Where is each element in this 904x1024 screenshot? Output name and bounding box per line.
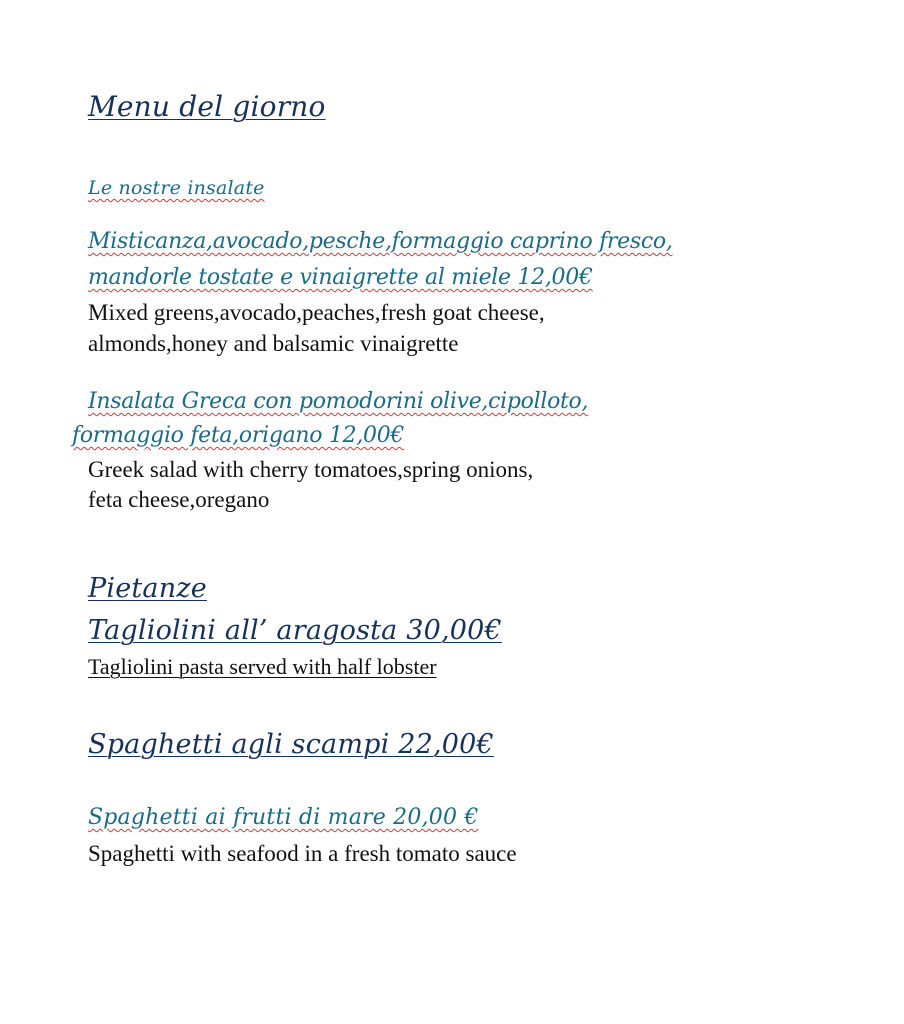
salad-2-italian-line1: Insalata Greca con pomodorini olive,cipolloto, [88, 389, 589, 414]
salad-1-italian-line2: mandorle tostate e vinaigrette al miele 12,00€ [88, 265, 593, 290]
main-1-english: Tagliolini pasta served with half lobster [88, 654, 437, 679]
salad-2-english-line2: feta cheese,oregano [88, 487, 270, 512]
salad-1-english-line1: Mixed greens,avocado,peaches,fresh goat cheese, [88, 300, 545, 325]
main-3-italian: Spaghetti ai frutti di mare 20,00 € [88, 805, 479, 830]
salad-2-english-line1: Greek salad with cherry tomatoes,spring onions, [88, 457, 534, 482]
main-3-english: Spaghetti with seafood in a fresh tomato sauce [88, 841, 517, 866]
salads-heading: Le nostre insalate [88, 177, 265, 199]
salad-2-italian-line2: formaggio feta,origano 12,00€ [72, 423, 405, 448]
main-1-italian: Tagliolini all’ aragosta 30,00€ [88, 615, 502, 646]
salad-1-english-line2: almonds,honey and balsamic vinaigrette [88, 331, 459, 356]
main-2-italian: Spaghetti agli scampi 22,00€ [88, 729, 494, 760]
menu-title: Menu del giorno [88, 90, 326, 123]
mains-heading: Pietanze [88, 573, 207, 604]
salad-1-italian-line1: Misticanza,avocado,pesche,formaggio caprino fresco, [88, 229, 673, 254]
